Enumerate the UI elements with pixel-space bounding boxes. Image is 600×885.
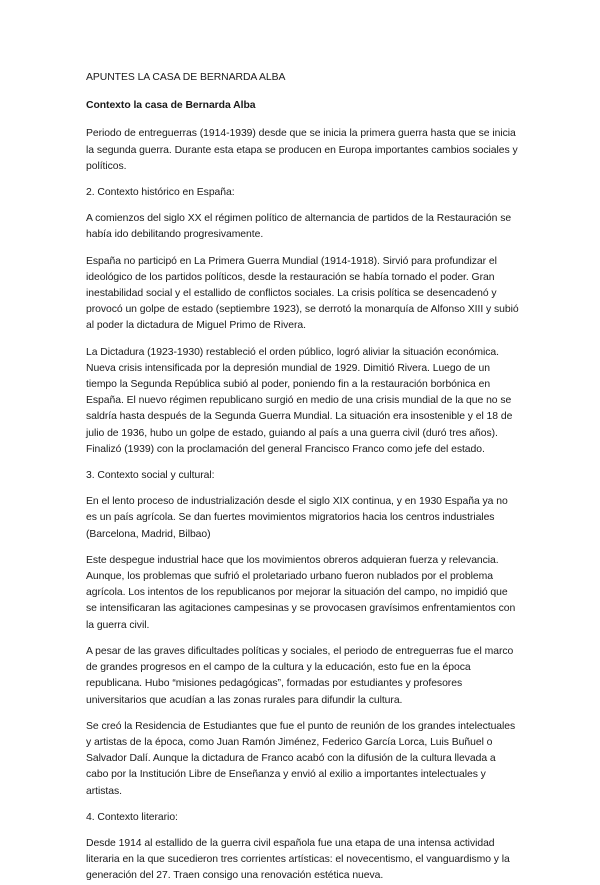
historical-paragraph-1: A comienzos del siglo XX el régimen político de alternancia de partidos de la Restauración se había ido debilitando progresivamente. [86, 213, 512, 241]
literary-paragraph-1: Desde 1914 al estallido de la guerra civil española fue una etapa de una intensa actividad literaria en la que sucedieron tres corrientes artísticas: el novecentismo, el vanguardismo y la generación del 27. Traen consigo una renovación estética nueva. [86, 837, 510, 882]
document-title: APUNTES LA CASA DE BERNARDA ALBA [86, 72, 286, 83]
social-paragraph-1: En el lento proceso de industrialización desde el siglo XIX continua, y en 1930 España ya no es un país agrícola. Se dan fuertes movimientos migratorios hacia los centros industriales (Barcelona, Madrid, Bilbao) [86, 496, 508, 540]
historical-paragraph-3: La Dictadura (1923-1930) restableció el orden público, logró aliviar la situación económica. Nueva crisis intensificada por la depresión mundial de 1929. Dimitió Rivera. Luego de un tiempo la Segunda República subió al poder, poniendo fin a la restauración borbónica en España. El nuevo régimen republicano surgió en medio de una crisis mundial de la que no se saldría hasta después de la Segunda Guerra Mundial. La situación era insostenible y el 18 de julio de 1936, hubo un golpe de estado, guiando al país a una guerra civil (duró tres años). Finalizó (1939) con la proclamación del general Francisco Franco como jefe del estado. [86, 346, 513, 455]
social-paragraph-4: Se creó la Residencia de Estudiantes que fue el punto de reunión de los grandes intelectuales y artistas de la época, como Juan Ramón Jiménez, Federico García Lorca, Luis Buñuel o Salvador Dalí. Aunque la dictadura de Franco acabó con la difusión de la cultura llevada a cabo por la Institución Libre de Enseñanza y envió al exilio a importantes intelectuales y artistas. [86, 720, 516, 797]
section-heading-literary: 4. Contexto literario: [86, 811, 178, 823]
social-paragraph-2: Este despegue industrial hace que los movimientos obreros adquieran fuerza y relevancia. Aunque, los problemas que sufrió el proletariado urbano fueron nublados por el problema agrícola. Los intentos de los republicanos por mejorar la situación del campo, no impidió que se intensificaran las agitaciones campesinas y se provocasen gravísimos enfrentamientos con la guerra civil. [86, 554, 516, 631]
section-heading-social-cultural: 3. Contexto social y cultural: [86, 470, 215, 482]
section-heading-historical: 2. Contexto histórico en España: [86, 187, 235, 199]
historical-paragraph-2: España no participó en La Primera Guerra Mundial (1914-1918). Sirvió para profundizar el ideológico de los partidos políticos, desde la restauración se había tornado el poder. Gran inestabilidad social y el estallido de conflictos sociales. La crisis política se desencadenó y provocó un golpe de estado (septiembre 1923), se derrotó la monarquía de Alfonso XIII y subió al poder la dictadura de Miguel Primo de Rivera. [86, 255, 519, 332]
social-paragraph-3: A pesar de las graves dificultades políticas y sociales, el periodo de entreguerras fue el marco de grandes progresos en el campo de la cultura y la educación, esto fue en la época republicana. Hubo “misiones pedagógicas”, formadas por estudiantes y profesores universitarios que acudían a las zonas rurales para difundir la cultura. [86, 645, 514, 706]
document-subtitle: Contexto la casa de Bernarda Alba [86, 100, 256, 112]
intro-paragraph: Periodo de entreguerras (1914-1939) desde que se inicia la primera guerra hasta que se inicia la segunda guerra. Durante esta etapa se producen en Europa importantes cambios sociales y políticos. [86, 128, 518, 172]
